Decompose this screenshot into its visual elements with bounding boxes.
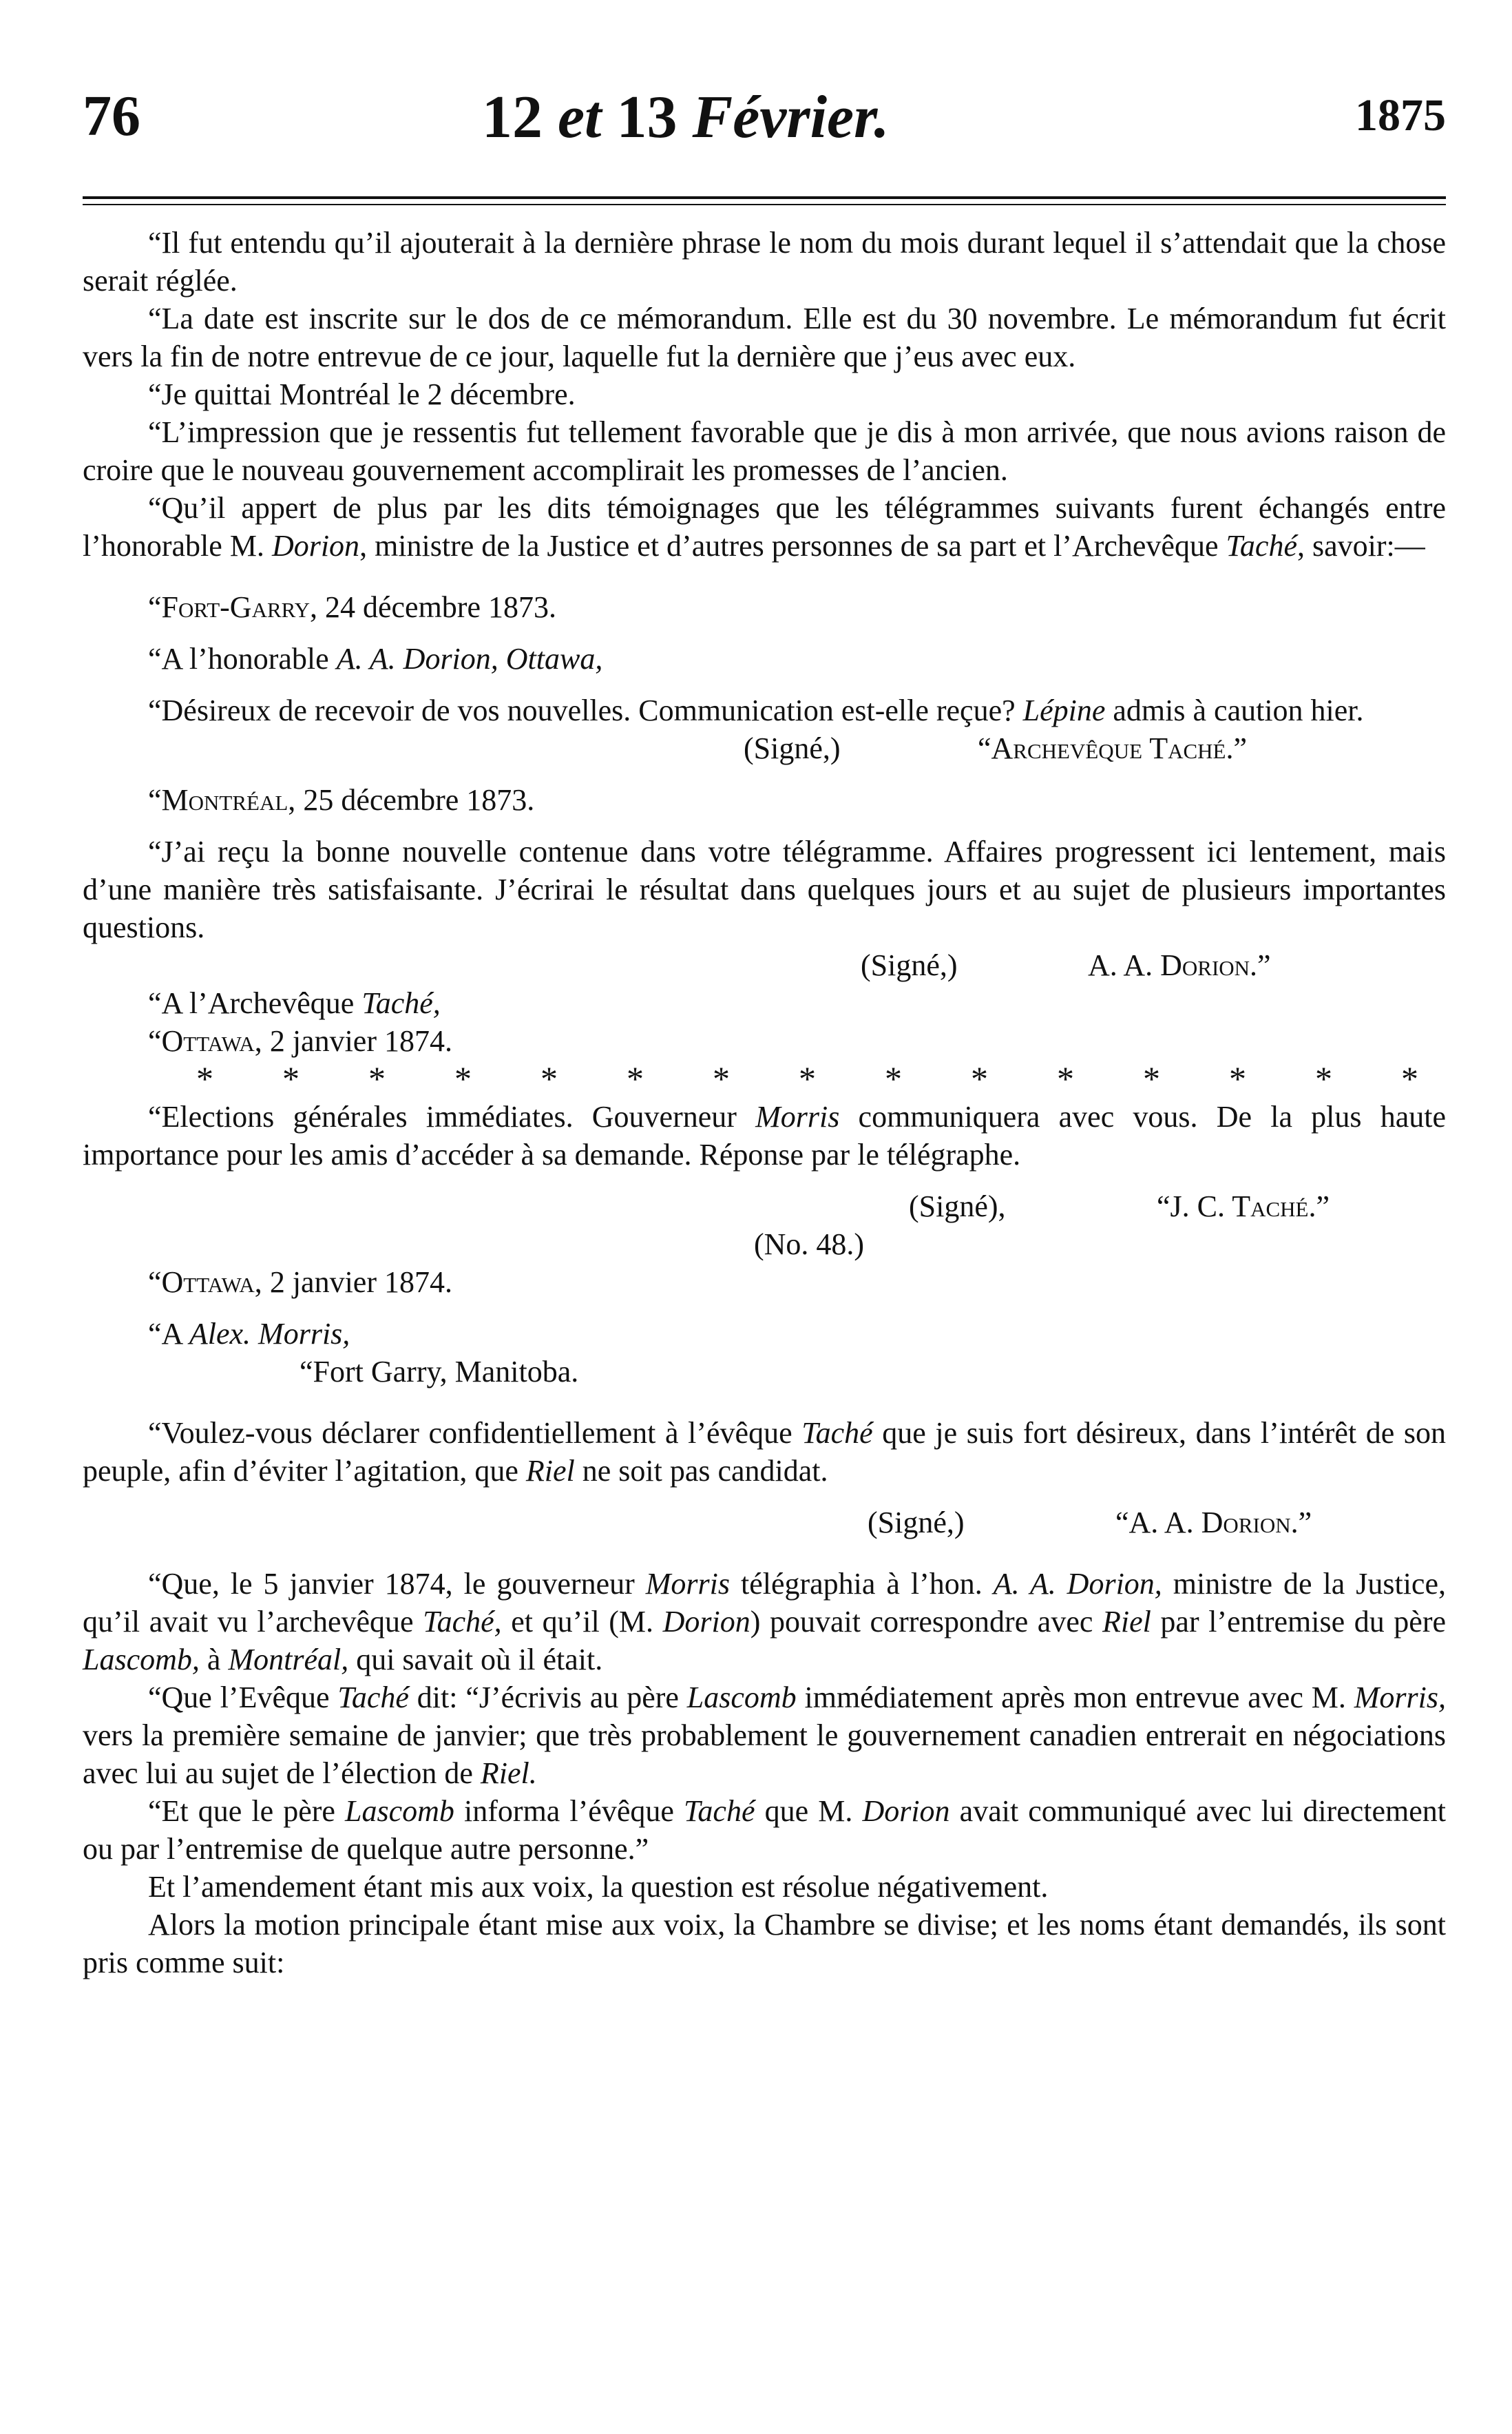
asterisk: * xyxy=(1401,1059,1418,1098)
telegram3-place: “Ottawa, xyxy=(148,1024,262,1058)
telegram3-address-b: Taché, xyxy=(361,986,441,1020)
telegram2-place: “Montréal, xyxy=(148,783,296,817)
c2-text-g: vers la première semaine de janvier; que très probablement le gouvernement canadien entrerait en négociations avec lui au sujet de l’élection de xyxy=(83,1718,1446,1790)
telegram4-place: “Ottawa, xyxy=(148,1265,262,1299)
c3-name-tache: Taché xyxy=(683,1794,755,1828)
asterisk: * xyxy=(1229,1059,1246,1098)
telegram1-body xyxy=(83,691,1446,729)
c3-name-dorion: Dorion xyxy=(862,1794,950,1828)
asterisk: * xyxy=(713,1059,730,1098)
telegram4-name-riel: Riel xyxy=(525,1454,575,1488)
telegram2-dateline xyxy=(83,781,1446,819)
telegram3-body-c: communiquera avec vous. De la plus haute importance pour les amis d’accéder à sa demande. Réponse par le télégraphe. xyxy=(83,1100,1446,1172)
telegram1-signed-label: (Signé,) xyxy=(744,731,841,765)
page-number: 76 xyxy=(83,84,140,148)
header-rule-thin xyxy=(83,204,1446,205)
c1-name-montreal: Montréal, xyxy=(228,1643,349,1676)
closing-paragraph-4: Et l’amendement étant mis aux voix, la question est résolue négativement. xyxy=(148,1870,1049,1904)
telegram1-address-a: “A l’honorable xyxy=(148,642,337,676)
telegram1-body-c: admis à caution hier. xyxy=(1105,694,1364,727)
asterisk: * xyxy=(627,1059,644,1098)
paragraph-1: “Il fut entendu qu’il ajouterait à la dernière phrase le nom du mois durant lequel il s’attendait que la chose serait réglée. xyxy=(83,226,1446,298)
c1-name-dorion: A. A. Dorion, xyxy=(993,1567,1162,1601)
telegram3-body-a: “Elections générales immédiates. Gouverneur xyxy=(148,1100,756,1134)
header-year: 1875 xyxy=(1355,90,1446,141)
telegram2-body: “J’ai reçu la bonne nouvelle contenue dans votre télégramme. Affaires progressent ici lentement, mais d’une manière très satisfaisante. J’écrirai le résultat dans quelques jours et au sujet de plusieurs importantes questions. xyxy=(83,835,1446,944)
closing-paragraph-2 xyxy=(83,1678,1446,1792)
telegram1-body-a: “Désireux de recevoir de vos nouvelles. Communication est-elle reçue? xyxy=(148,694,1023,727)
c1-text-m: à xyxy=(199,1643,229,1676)
c1-text-a: “Que, le 5 janvier 1874, le gouverneur xyxy=(148,1567,646,1601)
c3-text-g: avait communiqué avec lui directement ou par l’entremise de quelque autre personne.” xyxy=(83,1794,1447,1866)
title-day1: 12 xyxy=(482,84,543,151)
telegram1-date: 24 décembre 1873. xyxy=(324,590,556,624)
telegram2-date: 25 décembre 1873. xyxy=(303,783,535,817)
telegram2-signature: A. A. Dorion.” xyxy=(1088,948,1271,982)
telegram4-address xyxy=(83,1315,1446,1353)
telegram4-body-a: “Voulez-vous déclarer confidentiellement à l’évêque xyxy=(148,1416,802,1450)
c2-name-riel: Riel. xyxy=(480,1756,537,1790)
header-rule-thick xyxy=(83,196,1446,199)
c2-name-lascomb: Lascomb xyxy=(686,1681,797,1714)
asterisk: * xyxy=(282,1059,300,1098)
telegram3-signature-line xyxy=(83,1187,1446,1225)
running-header xyxy=(83,83,1446,158)
closing-paragraph-1 xyxy=(83,1565,1446,1678)
c1-text-e: ministre de la Justice, qu’il avait vu l’archevêque xyxy=(83,1567,1446,1639)
telegram3-dateline xyxy=(83,1022,1446,1060)
telegram2-signed-label: (Signé,) xyxy=(861,948,958,982)
telegram4-signed-label: (Signé,) xyxy=(868,1506,965,1539)
p5-name-tache: Taché xyxy=(1226,529,1297,563)
c1-text-c: télégraphia à l’hon. xyxy=(729,1567,994,1601)
c1-name-lascomb: Lascomb, xyxy=(83,1643,200,1676)
paragraph-5 xyxy=(83,489,1446,565)
closing-paragraph-5: Alors la motion principale étant mise aux voix, la Chambre se divise; et les noms étant demandés, ils sont pris comme suit: xyxy=(83,1908,1446,1979)
c1-text-g: et qu’il (M. xyxy=(501,1605,663,1639)
c3-text-a: “Et que le père xyxy=(148,1794,346,1828)
telegram1-dateline xyxy=(83,588,1446,626)
telegram3-body xyxy=(83,1098,1446,1174)
page-title xyxy=(482,83,889,152)
c1-text-k: par l’entremise du père xyxy=(1151,1605,1446,1639)
telegram4-date: 2 janvier 1874. xyxy=(269,1265,452,1299)
paragraph-2: “La date est inscrite sur le dos de ce mémorandum. Elle est du 30 novembre. Le mémorandum fut écrit vers la fin de notre entrevue de ce jour, laquelle fut la dernière que j’eus avec eux. xyxy=(83,302,1446,373)
c3-text-e: que M. xyxy=(755,1794,863,1828)
c2-name-tache: Taché xyxy=(337,1681,409,1714)
c1-name-riel: Riel xyxy=(1102,1605,1151,1639)
asterisk: * xyxy=(1143,1059,1160,1098)
document-page xyxy=(83,0,1446,2434)
telegram1-address-b: A. A. Dorion, Ottawa, xyxy=(336,642,603,676)
telegram4-name-tache: Taché xyxy=(801,1416,873,1450)
c2-text-c: dit: “J’écrivis au père xyxy=(408,1681,687,1714)
telegram3-signed-label: (Signé), xyxy=(909,1189,1006,1223)
asterisk: * xyxy=(799,1059,816,1098)
paragraph-3: “Je quittai Montréal le 2 décembre. xyxy=(148,377,576,411)
asterisk: * xyxy=(368,1059,386,1098)
c1-name-dorion2: Dorion xyxy=(662,1605,750,1639)
c2-name-morris: Morris, xyxy=(1354,1681,1446,1714)
paragraph-4: “L’impression que je ressentis fut tellement favorable que je dis à mon arrivée, que nous avions raison de croire que le nouveau gouvernement accomplirait les promesses de l’ancien. xyxy=(83,415,1446,487)
c3-text-c: informa l’évêque xyxy=(454,1794,684,1828)
p5-text-a: “Qu’il appert de plus par les dits témoignages que les télégrammes suivants furent échangés entre l’honorable M. xyxy=(83,491,1446,563)
telegram4-body-e: ne soit pas candidat. xyxy=(574,1454,828,1488)
telegram4-address-b: Alex. Morris, xyxy=(189,1317,350,1351)
asterism-row xyxy=(83,1060,1446,1098)
telegram4-body xyxy=(83,1414,1446,1490)
telegram3-name-morris: Morris xyxy=(755,1100,840,1134)
c2-text-a: “Que l’Evêque xyxy=(148,1681,338,1714)
c2-text-e: immédiatement après mon entrevue avec M. xyxy=(796,1681,1354,1714)
asterisk: * xyxy=(196,1059,213,1098)
telegram4-address-a: “A xyxy=(148,1317,189,1351)
telegram4-address-line2: “Fort Garry, Manitoba. xyxy=(300,1355,579,1388)
p5-text-e: , savoir:— xyxy=(1297,529,1425,563)
asterisk: * xyxy=(454,1059,472,1098)
asterisk: * xyxy=(971,1059,988,1098)
telegram4-signature: “A. A. Dorion.” xyxy=(1115,1506,1312,1539)
p5-name-dorion: Dorion xyxy=(271,529,360,563)
telegram4-body-c: que je suis fort désireux, dans l’intérêt de son peuple, afin d’éviter l’agitation, que xyxy=(83,1416,1446,1488)
c1-text-o: qui savait où il était. xyxy=(348,1643,603,1676)
title-day2: 13 xyxy=(616,84,678,151)
telegram3-address xyxy=(83,984,1446,1022)
telegram4-signature-line xyxy=(83,1504,1446,1541)
asterisk: * xyxy=(885,1059,902,1098)
telegram1-signature-line xyxy=(83,729,1446,767)
p5-text-c: , ministre de la Justice et d’autres personnes de sa part et l’Archevêque xyxy=(359,529,1226,563)
closing-paragraph-3 xyxy=(83,1792,1446,1868)
telegram1-name-lepine: Lépine xyxy=(1022,694,1106,727)
c3-name-lascomb: Lascomb xyxy=(345,1794,454,1828)
telegram3-signature: “J. C. Taché.” xyxy=(1157,1189,1330,1223)
c1-text-i: ) pouvait correspondre avec xyxy=(750,1605,1102,1639)
asterisk: * xyxy=(540,1059,558,1098)
title-month: Février. xyxy=(692,84,890,151)
title-et: et xyxy=(558,84,602,151)
telegram2-signature-line xyxy=(83,946,1446,984)
asterisk: * xyxy=(1315,1059,1332,1098)
telegram1-place: “Fort-Garry, xyxy=(148,590,317,624)
telegram1-address xyxy=(83,640,1446,678)
asterisk: * xyxy=(1057,1059,1074,1098)
telegram4-reference: (No. 48.) xyxy=(754,1227,865,1261)
telegram3-date: 2 janvier 1874. xyxy=(269,1024,452,1058)
telegram1-signature: “Archevêque Taché.” xyxy=(978,731,1248,765)
body-text xyxy=(83,224,1446,1981)
telegram4-dateline xyxy=(83,1263,1446,1301)
telegram3-address-a: “A l’Archevêque xyxy=(148,986,362,1020)
c1-name-morris: Morris xyxy=(645,1567,730,1601)
c1-name-tache: Taché, xyxy=(423,1605,502,1639)
